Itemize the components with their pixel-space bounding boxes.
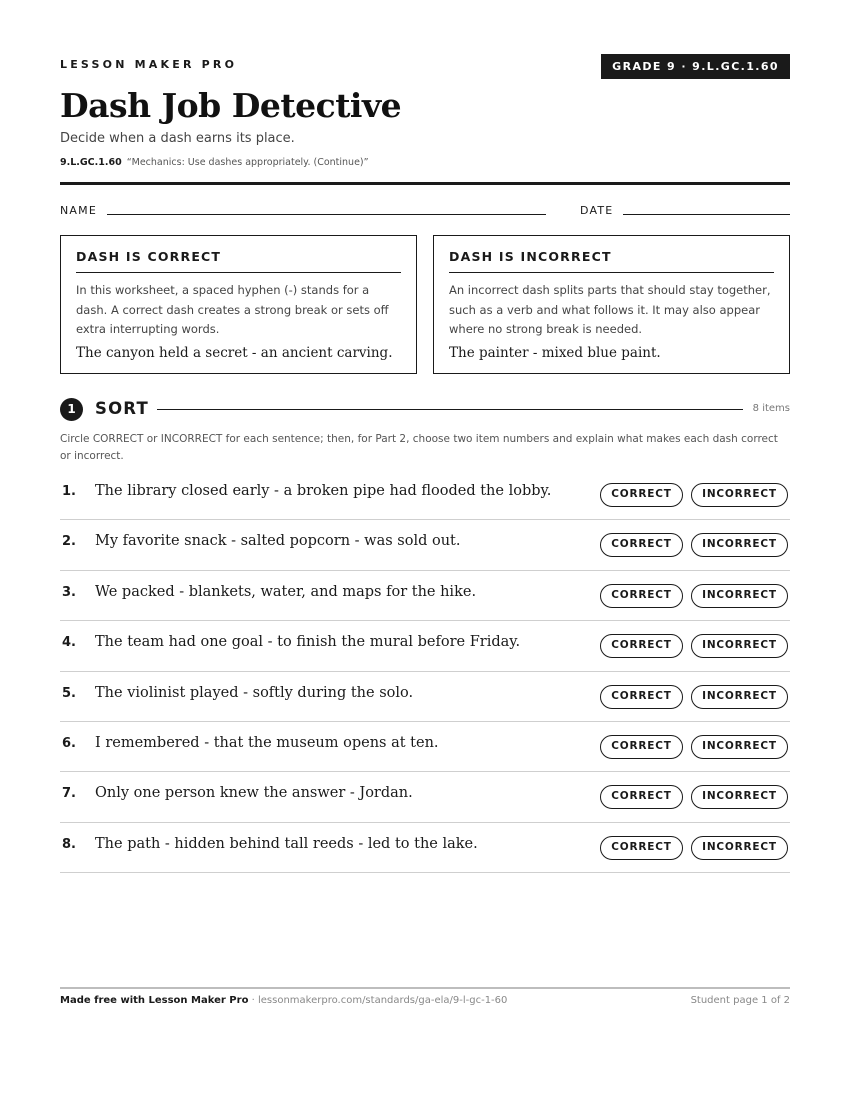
item-sentence: Only one person knew the answer - Jordan. — [95, 785, 413, 802]
item-number: 4. — [62, 635, 76, 651]
section-header — [60, 396, 790, 422]
correct-button[interactable]: CORRECT — [600, 533, 683, 557]
correct-button[interactable]: CORRECT — [600, 634, 683, 658]
item-sentence: My favorite snack - salted popcorn - was sold out. — [95, 533, 461, 550]
list-item — [60, 823, 790, 873]
brand-name: LESSON MAKER PRO — [60, 58, 238, 71]
page-number: Student page 1 of 2 — [690, 995, 790, 1006]
standard-line — [60, 157, 369, 168]
list-item — [60, 470, 790, 520]
box-text: In this worksheet, a spaced hyphen (-) stands for a dash. A correct dash creates a strong break or sets off extra interrupting words. — [76, 283, 389, 336]
grade-badge: GRADE 9 · 9.L.GC.1.60 — [601, 54, 790, 79]
header-divider — [60, 182, 790, 185]
section-number-badge: 1 — [60, 398, 83, 421]
date-label: DATE — [580, 204, 614, 217]
incorrect-button[interactable]: INCORRECT — [691, 634, 788, 658]
standard-code: 9.L.GC.1.60 — [60, 157, 122, 168]
list-item — [60, 571, 790, 621]
item-sentence: The team had one goal - to finish the mural before Friday. — [95, 634, 521, 651]
page-title: Dash Job Detective — [60, 86, 402, 125]
correct-button[interactable]: CORRECT — [600, 735, 683, 759]
incorrect-button[interactable]: INCORRECT — [691, 836, 788, 860]
incorrect-button[interactable]: INCORRECT — [691, 533, 788, 557]
footer-credit — [60, 995, 507, 1006]
name-label: NAME — [60, 204, 97, 217]
dash-incorrect-box — [433, 235, 790, 374]
incorrect-button[interactable]: INCORRECT — [691, 685, 788, 709]
correct-button[interactable]: CORRECT — [600, 836, 683, 860]
instructions: Circle CORRECT or INCORRECT for each sentence; then, for Part 2, choose two item numbers and explain what makes each dash correct or incorrect. — [60, 433, 778, 462]
incorrect-button[interactable]: INCORRECT — [691, 584, 788, 608]
item-number: 3. — [62, 584, 76, 600]
list-item — [60, 672, 790, 722]
list-item — [60, 621, 790, 671]
footer-made-with: Made free with Lesson Maker Pro — [60, 995, 249, 1006]
section-divider — [157, 409, 743, 410]
item-number: 2. — [62, 534, 76, 550]
item-list — [60, 470, 790, 873]
correct-button[interactable]: CORRECT — [600, 483, 683, 507]
box-text: An incorrect dash splits parts that should stay together, such as a verb and what follows it. It may also appear where no strong break is needed. — [449, 283, 771, 336]
incorrect-button[interactable]: INCORRECT — [691, 785, 788, 809]
dash-correct-box — [60, 235, 417, 374]
list-item — [60, 772, 790, 822]
box-title: DASH IS CORRECT — [76, 249, 401, 273]
item-sentence: The library closed early - a broken pipe had flooded the lobby. — [95, 483, 552, 499]
incorrect-button[interactable]: INCORRECT — [691, 483, 788, 507]
correct-button[interactable]: CORRECT — [600, 785, 683, 809]
list-item — [60, 520, 790, 570]
footer-url: · lessonmakerpro.com/standards/ga-ela/9-l-gc-1-60 — [248, 995, 508, 1006]
item-number: 7. — [62, 786, 76, 802]
standard-text: “Mechanics: Use dashes appropriately. (Continue)” — [126, 157, 369, 168]
item-sentence: We packed - blankets, water, and maps for the hike. — [95, 583, 477, 600]
item-sentence: The path - hidden behind tall reeds - led to the lake. — [95, 835, 478, 852]
item-count: 8 items — [752, 403, 790, 414]
incorrect-button[interactable]: INCORRECT — [691, 735, 788, 759]
item-number: 1. — [62, 484, 76, 499]
date-field[interactable] — [623, 214, 790, 215]
page-subtitle: Decide when a dash earns its place. — [60, 131, 295, 146]
name-field[interactable] — [107, 214, 546, 215]
footer-divider — [60, 987, 790, 989]
box-example: The canyon held a secret - an ancient carving. — [76, 344, 393, 361]
correct-button[interactable]: CORRECT — [600, 584, 683, 608]
worksheet-page — [60, 0, 790, 1100]
item-number: 8. — [62, 836, 76, 852]
box-example: The painter - mixed blue paint. — [449, 344, 661, 361]
box-title: DASH IS INCORRECT — [449, 249, 774, 273]
item-number: 5. — [62, 685, 76, 701]
item-sentence: I remembered - that the museum opens at ten. — [95, 734, 439, 751]
item-number: 6. — [62, 735, 76, 751]
correct-button[interactable]: CORRECT — [600, 685, 683, 709]
section-title: SORT — [95, 399, 149, 418]
item-sentence: The violinist played - softly during the solo. — [95, 684, 414, 701]
list-item — [60, 722, 790, 772]
